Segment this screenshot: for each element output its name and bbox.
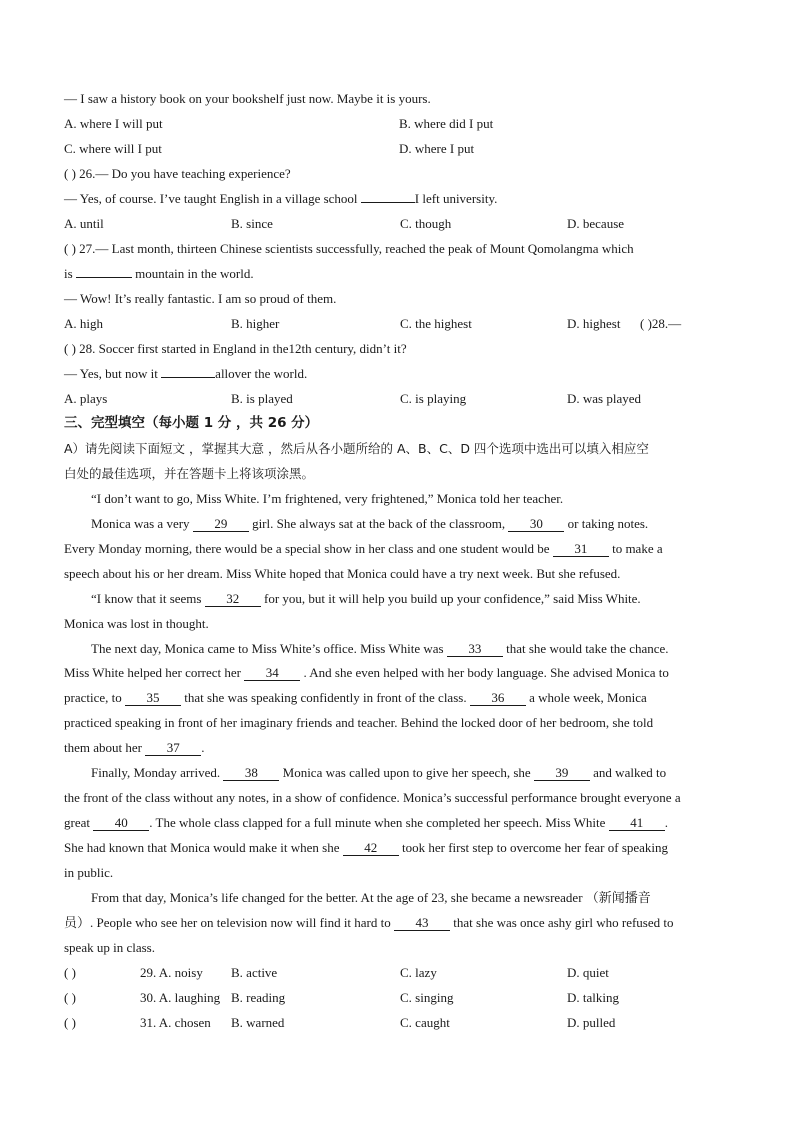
passage-text: girl. She always sat at the back of the classroom, [248, 516, 509, 531]
q30-option-d[interactable]: D. talking [567, 990, 619, 1005]
q26-option-c[interactable]: C. though [400, 216, 452, 231]
q30-option-b[interactable]: B. reading [231, 990, 286, 1005]
passage-text: a whole week, Monica [525, 690, 647, 705]
q29-option-d[interactable]: D. quiet [567, 965, 609, 980]
q27-line2 [64, 265, 254, 283]
passage-text: . The whole class clapped for a full minute when she completed her speech. Miss White [149, 815, 609, 830]
q28-question: 28. Soccer first started in England in the12th century, didn’t it? [79, 341, 407, 356]
q31-options [64, 1014, 744, 1032]
passage-text: for you, but it will help you build up your confidence,” said Miss White. [260, 591, 641, 606]
q30-option-c[interactable]: C. singing [400, 990, 454, 1005]
q26-line-start: — Yes, of course. I’ve taught English in a village school [64, 191, 361, 206]
passage-text: to make a [608, 541, 663, 556]
blank-38: 38 [223, 765, 279, 781]
q30-options [64, 989, 744, 1007]
q28-line-start: — Yes, but now it [64, 366, 162, 381]
passage-line [64, 664, 669, 682]
passage-line: From that day, Monica’s life changed for the better. At the age of 23, she became a newsreader （新闻播音 [91, 890, 651, 905]
passage-text: . And she even helped with her body language. She advised Monica to [300, 665, 669, 680]
blank-30: 30 [508, 516, 564, 532]
answer-paren[interactable]: ( ) [64, 241, 76, 256]
q28-reply [64, 365, 307, 383]
q29-options [64, 964, 744, 982]
q29-option-c[interactable]: C. lazy [400, 965, 437, 980]
passage-text: . [201, 740, 205, 755]
blank-35: 35 [125, 690, 181, 706]
passage-text: Every Monday morning, there would be a special show in her class and one student would be [64, 541, 553, 556]
q25-option-b[interactable]: B. where did I put [399, 116, 494, 131]
q25-options-2 [64, 140, 744, 158]
passage-text: Monica was called upon to give her speech, she [279, 765, 534, 780]
q27-question: 27.— Last month, thirteen Chinese scientists successfully, reached the peak of Mount Qomolangma which [79, 241, 634, 256]
passage-line: the front of the class without any notes, in a show of confidence. Monica’s successful performance brought everyone a [64, 790, 681, 805]
q27-options [64, 315, 744, 333]
passage-line: Monica was lost in thought. [64, 616, 209, 631]
q26-stem [64, 165, 291, 183]
q26-option-d[interactable]: D. because [567, 216, 625, 231]
q27-blank [76, 277, 132, 278]
answer-paren[interactable]: ( ) [64, 965, 76, 980]
q26-option-b[interactable]: B. since [231, 216, 273, 231]
passage-text: and walked to [589, 765, 667, 780]
q26-option-a[interactable]: A. until [64, 216, 104, 231]
passage-text: Miss White helped her correct her [64, 665, 245, 680]
passage-text: “I know that it seems [91, 591, 205, 606]
passage-line [64, 739, 204, 757]
q25-option-d[interactable]: D. where I put [399, 141, 475, 156]
passage-text: She had known that Monica would make it when she [64, 840, 343, 855]
q28-stray-label: ( )28.— [640, 316, 682, 331]
q28-line-end: allover the world. [215, 366, 308, 381]
passage-text: 员）. People who see her on television now will find it hard to [64, 915, 395, 930]
blank-43: 43 [394, 915, 450, 931]
passage-line [91, 515, 648, 533]
answer-paren[interactable]: ( ) [64, 341, 76, 356]
q26-line-end: I left university. [414, 191, 498, 206]
q31-option-c[interactable]: C. caught [400, 1015, 450, 1030]
q28-option-a[interactable]: A. plays [64, 391, 108, 406]
passage-line [91, 640, 669, 658]
blank-29: 29 [193, 516, 249, 532]
passage-text: that she was once ashy girl who refused to [450, 915, 674, 930]
q28-option-d[interactable]: D. was played [567, 391, 642, 406]
q27-option-c[interactable]: C. the highest [400, 316, 472, 331]
answer-paren[interactable]: ( ) [64, 990, 76, 1005]
blank-33: 33 [447, 641, 503, 657]
q28-options [64, 390, 744, 408]
passage-line: in public. [64, 865, 114, 880]
passage-line [91, 590, 641, 608]
blank-41: 41 [609, 815, 665, 831]
blank-32: 32 [205, 591, 261, 607]
q25-options [64, 115, 744, 133]
passage-line [64, 689, 647, 707]
q31-option-a[interactable]: 31. A. chosen [140, 1015, 211, 1030]
q26-options [64, 215, 744, 233]
q25-option-a[interactable]: A. where I will put [64, 116, 163, 131]
passage-text: that she would take the chance. [502, 641, 669, 656]
q25-option-c[interactable]: C. where will I put [64, 141, 162, 156]
q28-blank [161, 377, 215, 378]
blank-36: 36 [470, 690, 526, 706]
passage-line: practiced speaking in front of her imaginary friends and teacher. Behind the locked door of her bedroom, she told [64, 715, 654, 730]
q28-option-b[interactable]: B. is played [231, 391, 293, 406]
passage-text: Monica was a very [91, 516, 193, 531]
passage-line [64, 540, 663, 558]
passage-line [64, 914, 674, 932]
q27-line-start: is [64, 266, 76, 281]
q31-option-b[interactable]: B. warned [231, 1015, 285, 1030]
q26-question: 26.— Do you have teaching experience? [79, 166, 291, 181]
q28-option-c[interactable]: C. is playing [400, 391, 467, 406]
passage-text: that she was speaking confidently in front of the class. [181, 690, 470, 705]
answer-paren[interactable]: ( ) [64, 166, 76, 181]
q28-stem [64, 340, 407, 358]
q29-option-b[interactable]: B. active [231, 965, 278, 980]
passage-text: took her first step to overcome her fear of speaking [398, 840, 669, 855]
q27-reply: — Wow! It’s really fantastic. I am so proud of them. [64, 291, 337, 306]
passage-line: “I don’t want to go, Miss White. I’m frightened, very frightened,” Monica told her teacher. [91, 491, 564, 506]
blank-42: 42 [343, 840, 399, 856]
section-instruction-1: A）请先阅读下面短文 ，掌握其大意 ，然后从各小题所给的 A、B、C、D 四个选项中选出可以填入相应空 [64, 441, 649, 456]
passage-line: speak up in class. [64, 940, 155, 955]
blank-40: 40 [93, 815, 149, 831]
q27-line-end: mountain in the world. [131, 266, 254, 281]
passage-text: great [64, 815, 94, 830]
q30-option-a[interactable]: 30. A. laughing [140, 990, 221, 1005]
passage-line [91, 764, 666, 782]
passage-text: Finally, Monday arrived. [91, 765, 224, 780]
blank-39: 39 [534, 765, 590, 781]
blank-34: 34 [244, 665, 300, 681]
answer-paren[interactable]: ( ) [64, 1015, 76, 1030]
blank-37: 37 [145, 740, 201, 756]
q27-stem [64, 240, 634, 258]
passage-text: The next day, Monica came to Miss White’s office. Miss White was [91, 641, 447, 656]
q26-answer-line [64, 190, 497, 208]
section-title: 三、完型填空（每小题 1 分 ，共 26 分） [64, 415, 319, 431]
passage-text: or taking notes. [564, 516, 649, 531]
q25-dialog-line: — I saw a history book on your bookshelf just now. Maybe it is yours. [64, 91, 431, 106]
passage-text: practice, to [64, 690, 125, 705]
passage-line [64, 814, 668, 832]
q27-option-b[interactable]: B. higher [231, 316, 280, 331]
passage-line: speech about his or her dream. Miss White hoped that Monica could have a try next week. But she refused. [64, 566, 621, 581]
q31-option-d[interactable]: D. pulled [567, 1015, 616, 1030]
blank-31: 31 [553, 541, 609, 557]
section-instruction-2: 白处的最佳选项，并在答题卡上将该项涂黑。 [64, 466, 315, 481]
q27-option-d[interactable]: D. highest [567, 316, 621, 331]
passage-text: them about her [64, 740, 146, 755]
q29-option-a[interactable]: 29. A. noisy [140, 965, 203, 980]
q27-option-a[interactable]: A. high [64, 316, 103, 331]
passage-text: . [664, 815, 668, 830]
passage-line [64, 839, 668, 857]
q26-blank [361, 202, 415, 203]
